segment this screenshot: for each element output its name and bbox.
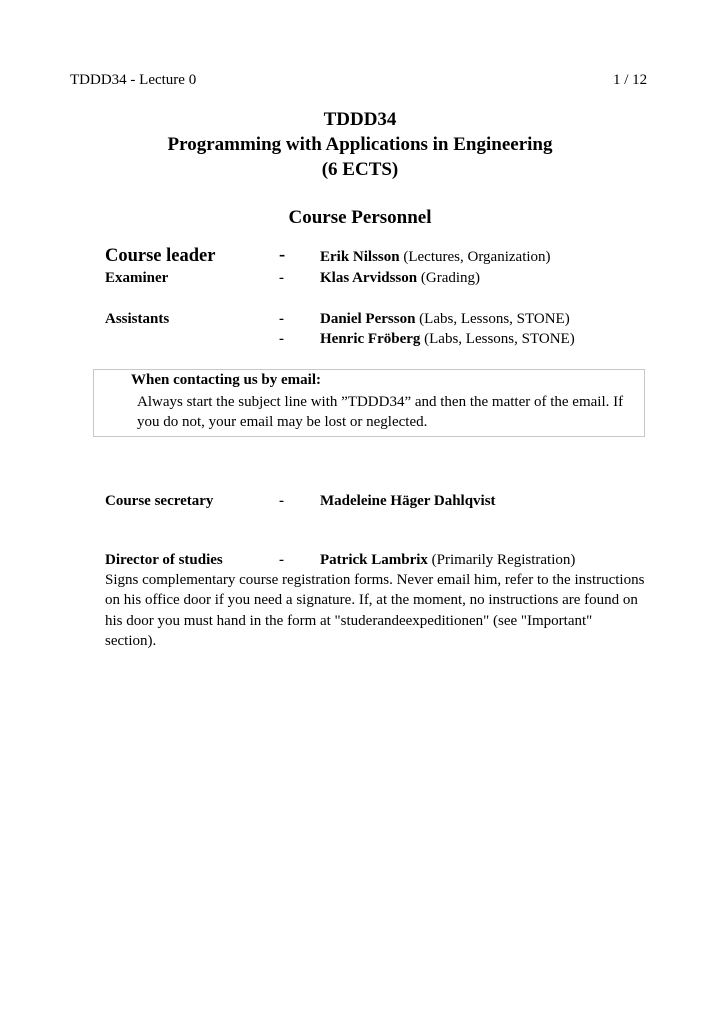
person-entry <box>320 493 496 510</box>
examiner-row <box>0 270 720 292</box>
person-note: (Labs, Lessons, STONE) <box>415 311 570 327</box>
email-notice-box <box>93 369 645 437</box>
person-name: Daniel Persson <box>320 311 416 327</box>
person-name: Erik Nilsson <box>320 249 400 265</box>
person-note: (Primarily Registration) <box>427 552 576 568</box>
role-label: Examiner <box>105 270 169 286</box>
course-leader-row <box>0 246 720 268</box>
person-entry <box>320 249 551 266</box>
dash: - <box>279 493 284 509</box>
dash: - <box>279 311 284 327</box>
person-entry <box>320 311 570 328</box>
person-name: Patrick Lambrix <box>320 552 428 568</box>
course-credits-title: (6 ECTS) <box>321 159 399 180</box>
notice-body: Always start the subject line with ”TDDD34” and then the matter of the email. If you do not, your email may be lost or neglected. <box>137 394 624 430</box>
course-name-title: Programming with Applications in Engineering <box>167 134 553 155</box>
secretary-row <box>0 493 720 515</box>
assistant-2-row <box>0 331 720 353</box>
dash: - <box>279 331 284 347</box>
role-label: Director of studies <box>105 552 223 568</box>
person-entry <box>320 552 575 569</box>
person-note: (Labs, Lessons, STONE) <box>420 331 575 347</box>
person-entry <box>320 270 480 287</box>
role-label: Assistants <box>105 311 170 327</box>
notice-title: When contacting us by email: <box>131 372 322 388</box>
person-note: (Lectures, Organization) <box>399 249 551 265</box>
dash: - <box>279 270 284 286</box>
course-code-title: TDDD34 <box>323 109 397 130</box>
dash: - <box>279 552 284 568</box>
role-label: Course secretary <box>105 493 214 509</box>
person-note: (Grading) <box>417 270 481 286</box>
person-name: Klas Arvidsson <box>320 270 418 286</box>
person-name: Henric Fröberg <box>320 331 421 347</box>
director-description: Signs complementary course registration forms. Never email him, refer to the instructions on his office door if you need a signature. If, at the moment, no instructions are found on his door you must hand in the form at "studerandeexpeditionen" (see "Important" section). <box>105 572 645 649</box>
person-entry <box>320 331 575 348</box>
header-left: TDDD34 - Lecture 0 <box>70 72 197 88</box>
dash: - <box>279 245 286 265</box>
person-name: Madeleine Häger Dahlqvist <box>320 493 496 509</box>
role-label: Course leader <box>105 246 216 266</box>
assistants-row <box>0 311 720 333</box>
section-heading: Course Personnel <box>288 207 432 228</box>
page-number: 1 / 12 <box>613 72 648 88</box>
